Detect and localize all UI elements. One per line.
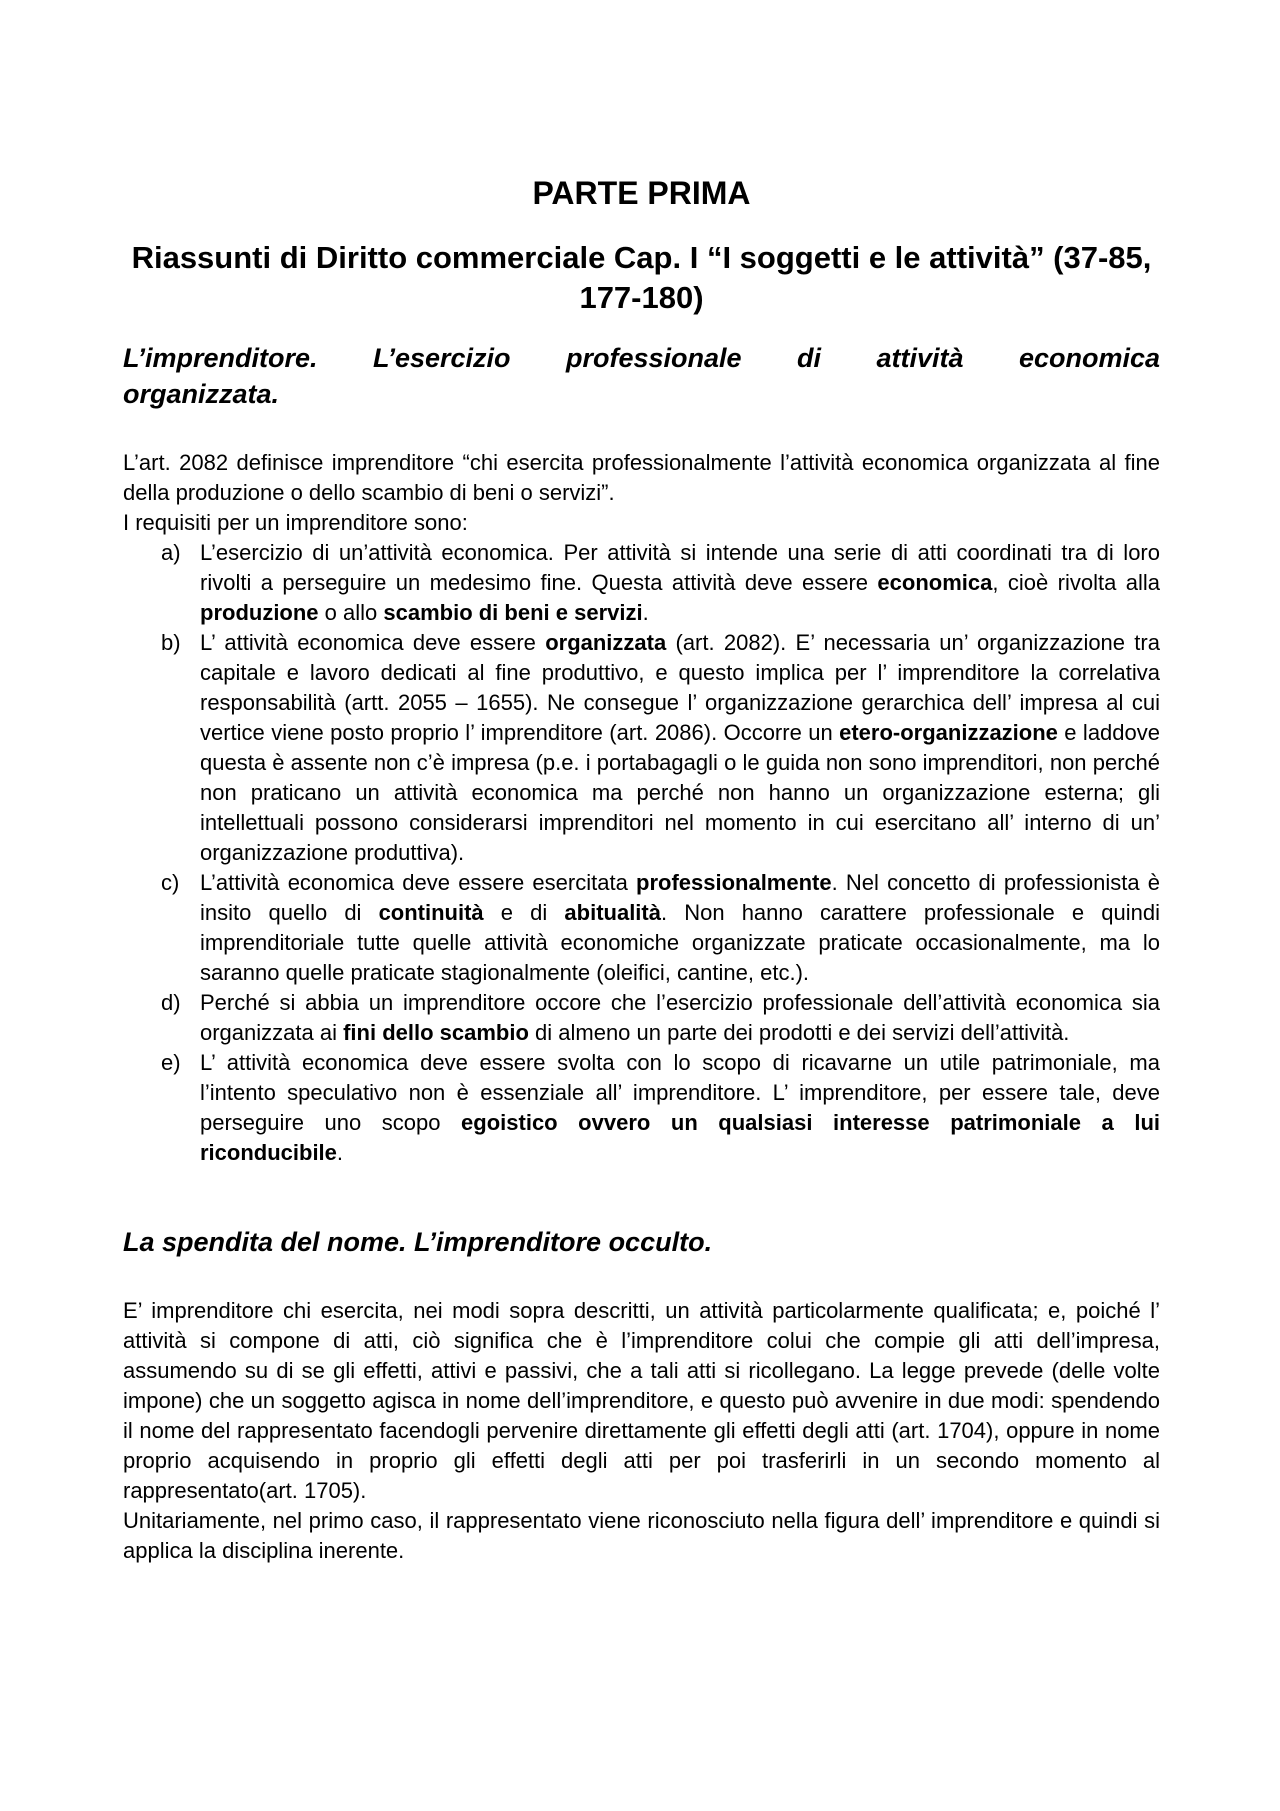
list-item: [123, 868, 1160, 988]
item-text: , cioè rivolta alla: [992, 570, 1160, 595]
requisiti-list: [123, 538, 1160, 1168]
item-bold: continuità: [378, 900, 484, 925]
item-text: L’esercizio di un’attività economica. Per attività si intende una serie di atti coordinati tra di loro rivolti a perseguire un medesimo fine. Questa attività deve essere: [200, 540, 1160, 595]
item-bold: economica: [877, 570, 993, 595]
list-marker: a): [161, 540, 181, 565]
item-bold: organizzata: [545, 630, 667, 655]
section-heading-line1: L’imprenditore. L’esercizio professionale di attività economica: [123, 343, 1160, 373]
item-text: L’ attività economica deve essere: [200, 630, 546, 655]
item-text: L’ attività economica deve essere svolta con lo scopo di ricavarne un utile patrimoniale, ma l’intento speculativo non è essenziale all’ imprenditore. L’ imprenditore, per essere tale, deve perseguire uno scopo: [200, 1050, 1160, 1135]
requisiti-label: I requisiti per un imprenditore sono:: [123, 510, 468, 535]
section-heading-line2: organizzata.: [123, 379, 280, 409]
item-text: . Nel concetto di professionista è insito quello di: [200, 870, 1160, 925]
intro-paragraph: L’art. 2082 definisce imprenditore “chi esercita professionalmente l’attività economica organizzata al fine della produzione o dello scambio di beni o servizi”.: [123, 450, 1160, 505]
item-text: .: [336, 1140, 344, 1165]
part-title: PARTE PRIMA: [532, 175, 751, 211]
list-item: [123, 538, 1160, 628]
spendita-paragraph-1: E’ imprenditore chi esercita, nei modi sopra descritti, un attività particolarmente qualificata; e, poiché l’ attività si compone di atti, ciò significa che è l’imprenditore colui che compie gli atti dell’impresa, assumendo su di se gli effetti, attivi e passivi, che a tali atti si ricollegano. La legge prevede (delle volte impone) che un soggetto agisca in nome dell’imprenditore, e questo può avvenire in due modi: spendendo il nome del rappresentato facendogli pervenire direttamente gli effetti degli atti (art. 1704), oppure in nome proprio acquisendo in proprio gli effetti degli atti per poi trasferirli in un secondo momento al rappresentato(art. 1705).: [123, 1298, 1160, 1503]
item-bold: scambio di beni e servizi: [383, 600, 643, 625]
item-text: di almeno un parte dei prodotti e dei servizi dell’attività.: [528, 1020, 1070, 1045]
item-text: o allo: [318, 600, 384, 625]
item-text: (art. 2082). E’ necessaria un’ organizzazione tra capitale e lavoro dedicati al fine produttivo, e questo implica per l’ imprenditore la correlativa responsabilità (artt. 2055 – 1655). Ne consegue l’ organizzazione gerarchica dell’ impresa al cui vertice viene posto proprio l’ imprenditore (art. 2086). Occorre un: [200, 630, 1160, 745]
list-item: [123, 628, 1160, 868]
document-title: Riassunti di Diritto commerciale Cap. I “I soggetti e le attività” (37-85, 177-180): [131, 240, 1152, 315]
item-bold: etero-organizzazione: [839, 720, 1058, 745]
list-marker: d): [161, 990, 181, 1015]
list-marker: c): [161, 870, 180, 895]
item-text: .: [642, 600, 649, 625]
section-heading-spendita: La spendita del nome. L’imprenditore occulto.: [123, 1227, 713, 1257]
list-item: [123, 988, 1160, 1048]
item-bold: professionalmente: [636, 870, 832, 895]
spendita-paragraph-2: Unitariamente, nel primo caso, il rappresentato viene riconosciuto nella figura dell’ imprenditore e quindi si applica la disciplina inerente.: [123, 1508, 1160, 1563]
item-bold: produzione: [200, 600, 319, 625]
list-item: [123, 1048, 1160, 1168]
item-text: Perché si abbia un imprenditore occore che l’esercizio professionale dell’attività economica sia organizzata ai: [200, 990, 1160, 1045]
list-marker: b): [161, 630, 181, 655]
item-text: e di: [483, 900, 565, 925]
list-marker: e): [161, 1050, 181, 1075]
item-bold: fini dello scambio: [343, 1020, 529, 1045]
item-bold: egoistico ovvero un qualsiasi interesse patrimoniale a lui riconducibile: [200, 1110, 1161, 1165]
item-text: e laddove questa è assente non c’è impresa (p.e. i portabagagli o le guida non sono imprenditori, non perché non praticano un attività economica ma perché non hanno un organizzazione esterna; gli intellettuali possono considerarsi imprenditori nel momento in cui esercitano all’ interno di un’ organizzazione produttiva).: [200, 720, 1160, 865]
item-text: . Non hanno carattere professionale e quindi imprenditoriale tutte quelle attività economiche organizzate praticate occasionalmente, ma lo saranno quelle praticate stagionalmente (oleifici, cantine, etc.).: [200, 900, 1160, 985]
document-page: [123, 174, 1160, 1566]
section-heading-imprenditore: [123, 340, 1160, 412]
item-text: L’attività economica deve essere esercitata: [200, 870, 636, 895]
item-bold: abitualità: [564, 900, 661, 925]
